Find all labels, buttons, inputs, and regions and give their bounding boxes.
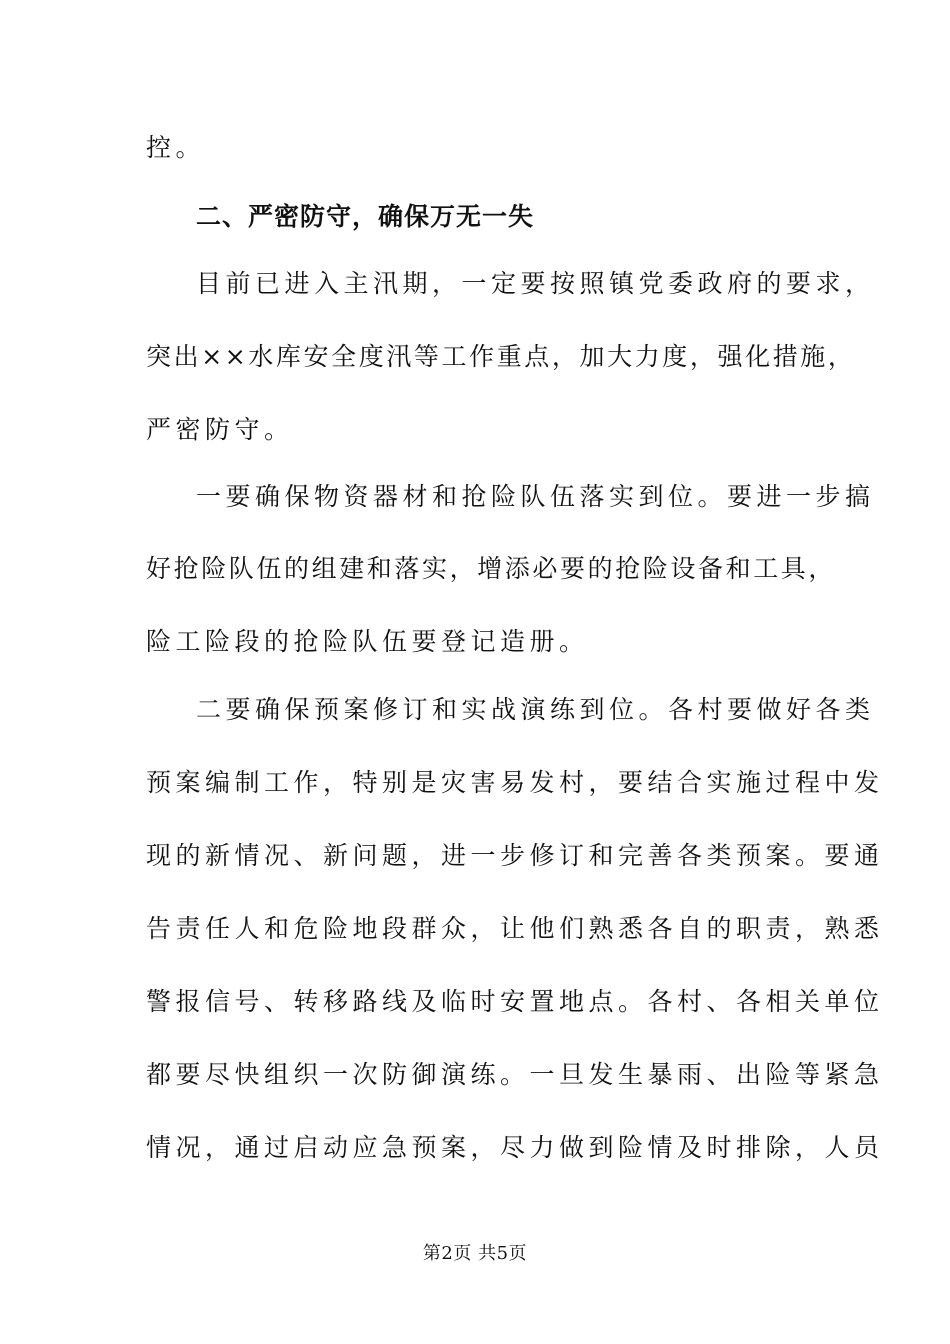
text-line-15: 情况，通过启动应急预案，尽力做到险情及时排除，人员	[146, 1133, 884, 1162]
text-line-1: 控。	[146, 133, 206, 162]
text-line-5: 严密防守。	[146, 415, 294, 444]
text-line-10: 预案编制工作，特别是灾害易发村，要结合实施过程中发	[146, 768, 884, 797]
text-line-7: 好抢险队伍的组建和落实，增添必要的抢险设备和工具，	[146, 554, 837, 583]
section-heading: 二、严密防守，确保万无一失	[196, 202, 535, 231]
text-line-13: 警报信号、转移路线及临时安置地点。各村、各相关单位	[146, 987, 884, 1016]
text-line-11: 现的新情况、新问题，进一步修订和完善各类预案。要通	[146, 841, 884, 870]
page-footer: 第2页 共5页	[422, 1243, 528, 1264]
text-line-12: 告责任人和危险地段群众，让他们熟悉各自的职责，熟悉	[146, 914, 884, 943]
text-line-9: 二要确保预案修订和实战演练到位。各村要做好各类	[196, 695, 875, 724]
text-line-4: 突出××水库安全度汛等工作重点，加大力度，强化措施，	[146, 342, 856, 371]
text-line-6: 一要确保物资器材和抢险队伍落实到位。要进一步搞	[196, 482, 875, 511]
text-line-8: 险工险段的抢险队伍要登记造册。	[146, 627, 589, 656]
text-line-14: 都要尽快组织一次防御演练。一旦发生暴雨、出险等紧急	[146, 1060, 884, 1089]
text-line-3: 目前已进入主汛期，一定要按照镇党委政府的要求，	[196, 269, 875, 298]
